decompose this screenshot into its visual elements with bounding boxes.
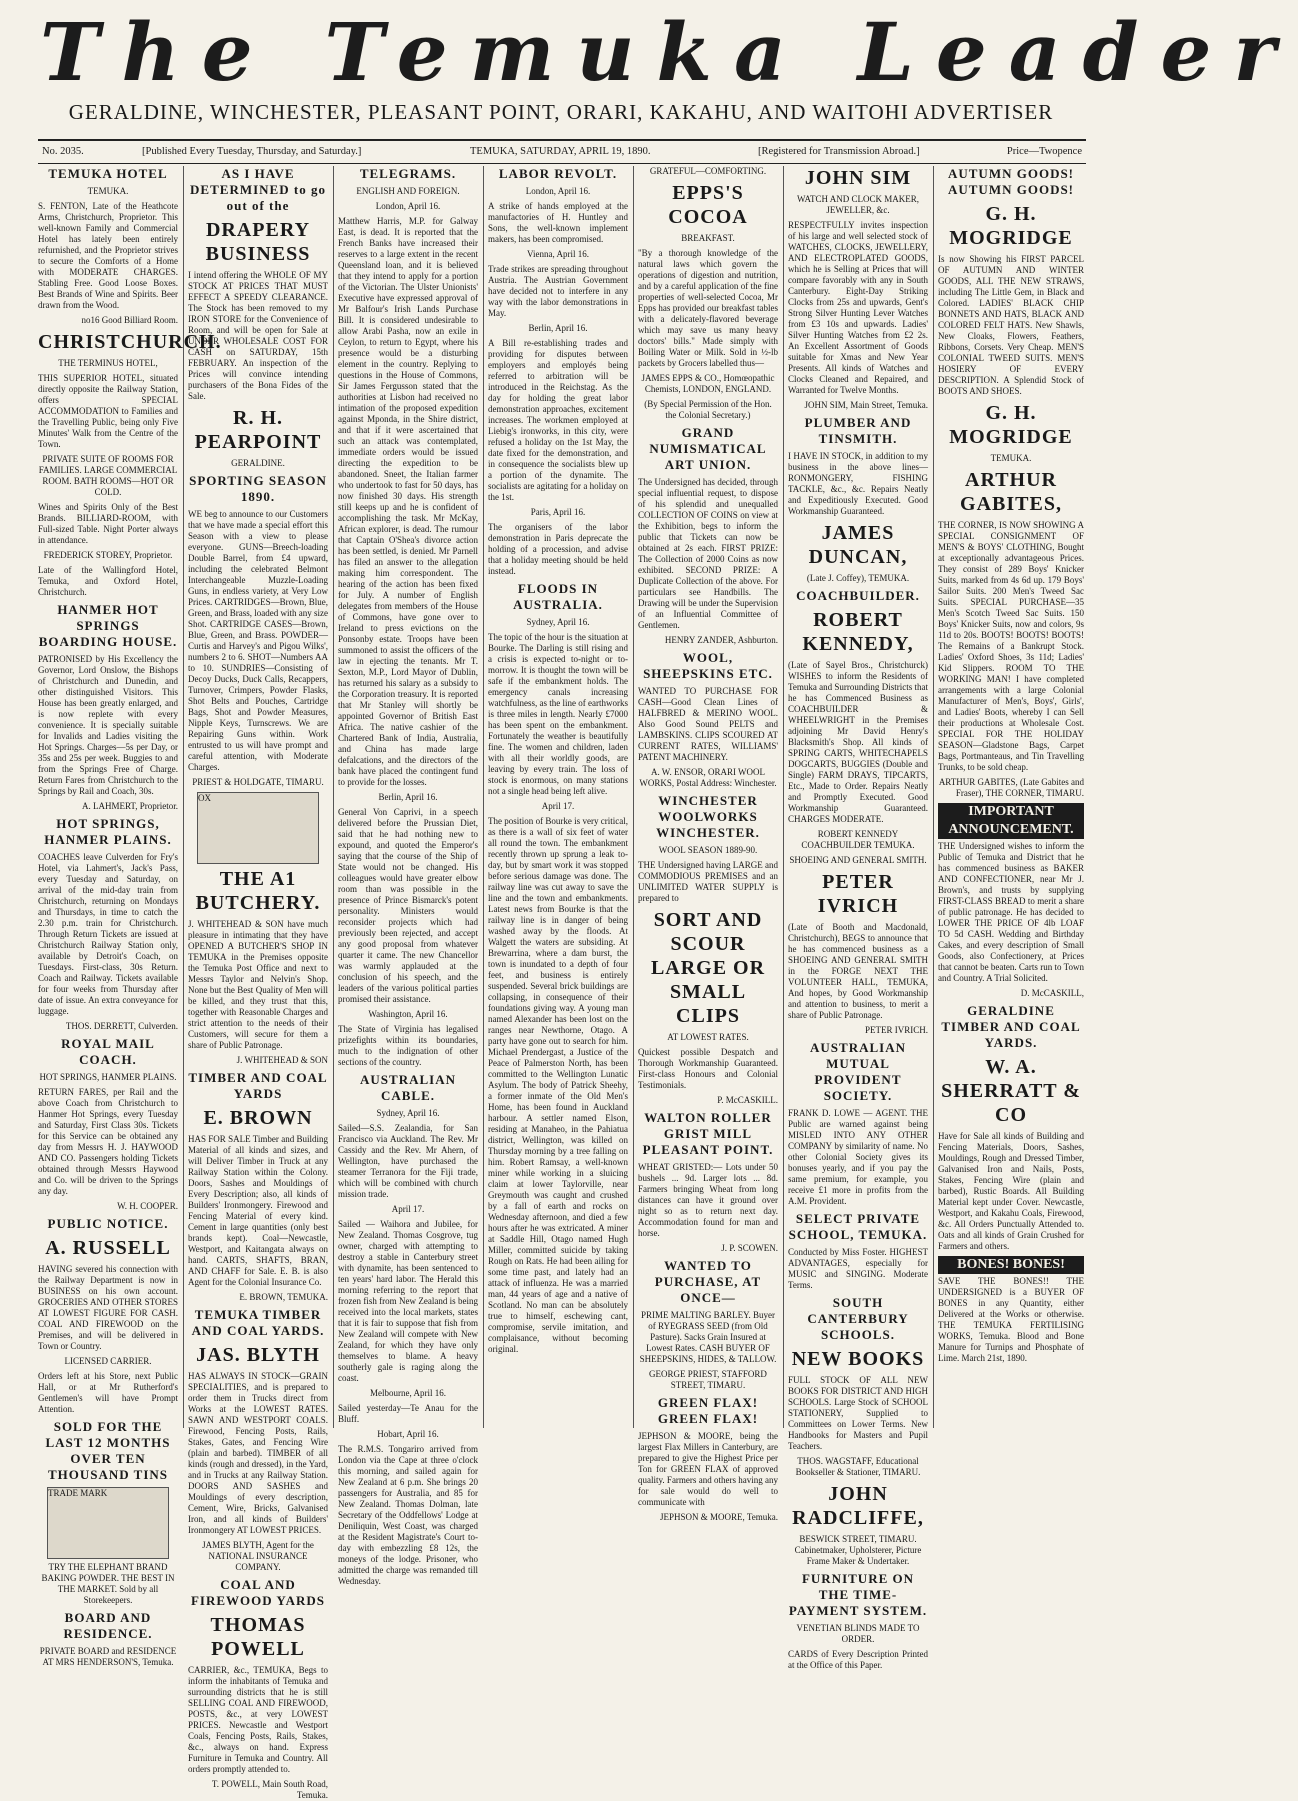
ad-heading: FLOODS IN AUSTRALIA.	[513, 581, 603, 612]
masthead-title: The Temuka Leader	[40, 5, 1298, 99]
ad-heading: SPORTING SEASON 1890.	[189, 473, 327, 504]
subheading: WATCH AND CLOCK MAKER, JEWELLER, &c.	[796, 194, 919, 215]
body-text: SAVE THE BONES!! THE UNDERSIGNED is a BUYER OF BONES in any Quantity, either Delivered at the Works or otherwise. THE TEMUKA FERTILISING WORKS, Temuka. Blood and Bone Manure for Turnips and Phosphate of Lime. March 21st, 1890.	[938, 1276, 1084, 1363]
ad-heading: HANMER HOT SPRINGS BOARDING HOUSE.	[38, 602, 178, 649]
body-text: JEPHSON & MOORE, being the largest Flax Millers in Canterbury, are prepared to give the Highest Price per Ton for GREEN FLAX of approved quality. Farmers and others having any for sale would do well to communicate with	[638, 1431, 778, 1507]
column-rule	[933, 166, 934, 1428]
display-heading: EPPS'S COCOA	[668, 182, 748, 228]
subheading: AT LOWEST RATES.	[667, 1032, 749, 1042]
ad-heading: GRAND NUMISMATICAL ART UNION.	[649, 425, 767, 472]
signature: JEPHSON & MOORE, Temuka.	[660, 1512, 778, 1522]
column-1	[38, 166, 222, 1667]
subheading: Melbourne, April 16.	[370, 1388, 446, 1398]
subheading: ROBERT KENNEDY COACHBUILDER TEMUKA.	[801, 829, 915, 850]
body-text: A strike of hands employed at the manufactories of H. Huntley and Sons, the well-known implement makers, has been compromised.	[488, 201, 628, 244]
body-text: The Undersigned has decided, through special influential request, to dispose of his splendid and unequalled COLLECTION OF COINS on view at the Exhibition, begs to inform the public that Tickets can now be obtained at 2s each. FIRST PRIZE: The Collection of 2000 Coins as now exhibited. SECOND PRIZE: A Duplicate Collection of the above. For particulars see Handbills. The Drawing will be under the Supervision of an Influential Committee of Gentlemen.	[638, 477, 778, 630]
display-heading: JAS. BLYTH	[196, 1344, 320, 1366]
display-heading: ARTHUR GABITES,	[960, 469, 1062, 515]
body-text: THIS SUPERIOR HOTEL, situated directly opposite the Railway Station, offers SPECIAL ACCOMMODATION to Families and the Travelling Public, being only Five Minutes' Walk from the Centre of the Town.	[38, 373, 178, 449]
signature: PETER IVRICH.	[865, 1025, 928, 1035]
ad-heading: WINCHESTER WOOLWORKS WINCHESTER.	[656, 793, 760, 840]
signature: D. McCASKILL,	[1020, 988, 1084, 998]
subheading: GEORGE PRIEST, STAFFORD STREET, TIMARU.	[649, 1369, 767, 1390]
body-text: Wines and Spirits Only of the Best Brands. BILLIARD-ROOM, with Full-sized Table. Night Porter always in attendance.	[38, 502, 178, 545]
column-7	[938, 166, 1084, 1428]
subheading: LICENSED CARRIER.	[64, 1356, 152, 1366]
subheading: ENGLISH AND FOREIGN.	[356, 186, 460, 196]
display-heading: THE A1 BUTCHERY.	[195, 868, 321, 914]
subheading: London, April 16.	[375, 201, 441, 211]
ad-heading: PLUMBER AND TINSMITH.	[804, 415, 912, 446]
body-text: CARDS of Every Description Printed at the Office of this Paper.	[788, 1649, 928, 1670]
subheading: Sydney, April 16.	[376, 1108, 440, 1118]
ad-heading: PUBLIC NOTICE.	[47, 1216, 169, 1231]
subheading: HOT SPRINGS, HANMER PLAINS.	[39, 1072, 177, 1082]
subheading: London, April 16.	[525, 186, 591, 196]
subheading: SHOEING AND GENERAL SMITH.	[789, 855, 927, 865]
ad-heading: WANTED TO PURCHASE, AT ONCE—	[654, 1258, 762, 1305]
subheading: April 17.	[391, 1204, 425, 1214]
subheading: TRY THE ELEPHANT BRAND BAKING POWDER. THE BEST IN THE MARKET. Sold by all Storekeepers.	[41, 1562, 175, 1605]
display-heading: DRAPERY BUSINESS	[205, 219, 311, 265]
ad-heading: SELECT PRIVATE SCHOOL, TEMUKA.	[788, 1211, 928, 1242]
ad-heading: GERALDINE TIMBER AND COAL YARDS.	[941, 1003, 1081, 1050]
ad-heading: WALTON ROLLER GRIST MILL PLEASANT POINT.	[642, 1110, 774, 1157]
display-heading: G. H. MOGRIDGE	[949, 402, 1073, 448]
registered-note: [Registered for Transmission Abroad.]	[758, 146, 920, 157]
column-3	[338, 166, 478, 1586]
subheading: PRIEST & HOLDGATE, TIMARU.	[192, 777, 324, 787]
body-text: WHEAT GRISTED:— Lots under 50 bushels ... 9d. Larger lots ... 8d. Farmers bringing Wheat from long distances can have it ground over night so as to return next day. Accommodation found for man and horse.	[638, 1162, 778, 1238]
ad-heading: ROYAL MAIL COACH.	[61, 1036, 155, 1067]
subheading: Berlin, April 16.	[528, 323, 588, 333]
display-heading: CHRISTCHURCH.	[38, 331, 222, 353]
display-heading: R. H. PEARPOINT	[194, 407, 322, 453]
subheading: JAMES EPPS & CO., Homœopathic Chemists, LONDON, ENGLAND.	[641, 373, 775, 394]
ad-heading: TEMUKA HOTEL	[48, 166, 168, 181]
column-rule	[483, 166, 484, 1428]
subheading: Paris, April 16.	[530, 507, 586, 517]
body-text: Late of the Wallingford Hotel, Temuka, and Oxford Hotel, Christchurch.	[38, 565, 178, 597]
price: Price—Twopence	[1006, 146, 1082, 157]
inverse-banner: IMPORTANT ANNOUNCEMENT.	[938, 803, 1084, 839]
subheading: PRIVATE BOARD and RESIDENCE AT MRS HENDERSON'S, Temuka.	[39, 1646, 177, 1667]
display-heading: JOHN RADCLIFFE,	[792, 1483, 924, 1529]
body-text: WE beg to announce to our Customers that we have made a special effort this Season with a view to please everyone. GUNS—Breech-loading Double Barrel, from £4 upward, including the celebrated Belmont Interchangeable Muzzle-Loading Guns, in endless variety, at Very Low Prices. CARTRIDGES—Brown, Blue, Green, and Brass, loaded with any size Shot. CARTRIDGE CASES—Brown, Blue, Green, and Brass. POWDER—Curtis and Harvey's and Pigou Wilks', numbers 2 to 6. SHOT—Numbers AA to 10. SUNDRIES—Consisting of Decoy Ducks, Duck Calls, Recappers, Turnover, Crimpers, Powder Flasks, Shot Belts and Pouches, Cartridge Bags, Shot and Powder Measures, Nipple Keys, Turnscrews. We are Repairing Guns within. Work entrusted to us will have prompt and careful attention, with Moderate Charges.	[188, 509, 328, 772]
display-heading: E. BROWN	[203, 1107, 313, 1129]
body-text: THE Undersigned wishes to inform the Public of Temuka and District that he has commenced business as BAKER AND CONFECTIONER, near Mr J. Brown's, and trusts by supplying FIRST-CLASS BREAD to merit a share of public patronage. He has decided to LOWER THE PRICE OF 4lb LOAF TO 5d CASH. Wedding and Birthday Cakes, and every description of Small Goods, also Confectionery, at Prices that cannot be beaten. Carts run to Town and Country. A Trial Solicited.	[938, 841, 1084, 983]
subheading: (Late J. Coffey), TEMUKA.	[806, 573, 910, 583]
body-text: Sailed — Waihora and Jubilee, for New Zealand. Thomas Cosgrove, tug owner, charged with attempting to destroy a stable in Canterbury street with dynamite, has been sentenced to ten years' hard labor. The Herald this morning referring to the report that frozen fish from New Zealand is being received into the local markets, states that it is fair to suppose that fish from New Zealand will compete with New Zealand, for which they have only themselves to blame. A heavy southerly gale is raging along the coast.	[338, 1219, 478, 1383]
column-6	[788, 166, 928, 1670]
body-text: I intend offering the WHOLE OF MY STOCK AT PRICES THAT MUST EFFECT A SPEEDY CLEARANCE. The Stock has been removed to my IRON STORE for the Convenience of Room, and will be open for Sale at UNDER WHOLESALE COST FOR CASH on SATURDAY, 15th FEBRUARY. An inspection of the Prices will convince intending purchasers of the Bona Fides of the Sale.	[188, 270, 328, 401]
subheading: THOS. WAGSTAFF, Educational Bookseller & Stationer, TIMARU.	[795, 1456, 921, 1477]
issue-line	[38, 139, 1086, 164]
display-heading: A. RUSSELL	[45, 1237, 171, 1259]
ad-heading: TIMBER AND COAL YARDS	[188, 1070, 328, 1101]
ad-heading: AS I HAVE DETERMINED to go out of the	[190, 166, 326, 213]
body-text: Is now Showing his FIRST PARCEL OF AUTUMN AND WINTER GOODS, ALL THE NEW STRAWS, including The Little Gem, in Black and Colored. LADIES' BLACK CHIP BONNETS AND HATS, BLACK AND COLORED FELT HATS. New Shawls, New Cloaks, Flowers, Feathers, Ribbons, Corsets. Very Cheap. MEN'S COLONIAL TWEED SUITS. MEN'S HOSIERY OF EVERY DESCRIPTION. A Splendid Stock of BOOTS AND SHOES.	[938, 254, 1084, 396]
body-text: The State of Virginia has legalised prizefights within its boundaries, much to the indignation of other sections of the country.	[338, 1024, 478, 1067]
body-text: FRANK D. LOWE — AGENT. THE Public are warned against being MISLED INTO ANY OTHER COMPANY by similarity of name. No other Colonial Society gives its bonuses yearly, and if you pay the same premium, for example, you receive £1 more in profits from the A.M. Provident.	[788, 1108, 928, 1206]
body-text: Trade strikes are spreading throughout Austria. The Austrian Government have decided not to interfere in any way with the labor demonstrations in May.	[488, 264, 628, 318]
subheading: Washington, April 16.	[368, 1009, 448, 1019]
ad-heading: COACHBUILDER.	[796, 588, 920, 603]
display-heading: W. A. SHERRATT & CO	[941, 1056, 1081, 1126]
subheading: Sydney, April 16.	[526, 617, 590, 627]
display-heading: ROBERT KENNEDY,	[802, 609, 914, 655]
body-text: S. FENTON, Late of the Heathcote Arms, Christchurch, Proprietor. This well-known Family and Commercial Hotel has lately been entirely refurnished, and the Proprietor strives to secure the Comforts of a Home with MODERATE CHARGES. Stabling Free. Good Loose Boxes. Best Brands of Wine and Spirits. Beer drawn from the Wood.	[38, 201, 178, 310]
signature: T. POWELL, Main South Road, Temuka.	[211, 1779, 328, 1800]
body-text: HAVING severed his connection with the Railway Department is now in BUSINESS on his own account. GROCERIES AND OTHER STORES AT LOWEST FIGURE FOR CASH. COAL AND FIREWOOD on the Premises, and will be delivered in Town or Country.	[38, 1264, 178, 1351]
subheading: VENETIAN BLINDS MADE TO ORDER.	[796, 1623, 920, 1644]
body-text: Conducted by Miss Foster. HIGHEST ADVANTAGES, especially for MUSIC and SINGING. Moderate Terms.	[788, 1247, 928, 1290]
body-text: RESPECTFULLY invites inspection of his large and well selected stock of WATCHES, CLOCKS, JEWELLERY, AND ELECTROPLATED GOODS, which he is Selling at Prices that will compare favorably with any in South Canterbury. Eight-Day Striking Clocks from 25s and upwards, Gent's Strong Silver Hunting Lever Watches from £3 10s and upwards. Ladies' Silver Hunting Watches from £2 2s. An Excellent Assortment of Goods suitable for Xmas and New Year Presents. All kinds of Watches and Clocks Cleaned and Repaired, and Warranted for Twelve Months.	[788, 220, 928, 395]
signature: THOS. DERRETT, Culverden.	[65, 1021, 178, 1031]
subheading: BREAKFAST.	[681, 233, 735, 243]
signature: no16 Good Billiard Room.	[81, 315, 178, 325]
signature: HENRY ZANDER, Ashburton.	[664, 635, 778, 645]
subheading: THE TERMINUS HOTEL,	[58, 358, 158, 368]
body-text: FULL STOCK OF ALL NEW BOOKS FOR DISTRICT AND HIGH SCHOOLS. Large Stock of SCHOOL STATIONERY, Supplied to Committees on Lower Terms. New Handbooks for Masters and Pupil Teachers.	[788, 1375, 928, 1451]
ad-heading: AUTUMN GOODS! AUTUMN GOODS!	[947, 166, 1075, 197]
signature: E. BROWN, TEMUKA.	[239, 1292, 328, 1302]
body-text: COACHES leave Culverden for Fry's Hotel, via Lahmert's, Jack's Pass, every Tuesday and Saturday, on arrival of the mid-day train from Christchurch, returning on Mondays and Thursdays, in time to catch the 2.30 p.m. train for Christchurch. Through Return Tickets are issued at Christchurch Railway Station only, available by Detroit's Coach, on Tuesdays. First-class, 30s Return. Coach and Railway. Tickets available for four weeks from Thursday after date of issue. An extra conveyance for luggage.	[38, 852, 178, 1016]
ad-heading: BOARD AND RESIDENCE.	[63, 1610, 153, 1641]
subheading: GERALDINE.	[231, 458, 285, 468]
signature: W. H. COOPER.	[117, 1201, 178, 1211]
body-text: Have for Sale all kinds of Building and Fencing Materials, Doors, Sashes, Mouldings, Rough and Dressed Timber, Galvanised Iron and Nails, Posts, Stakes, Fencing Wire (plain and barbed), Rustic Boards. All Building Material kept under Cover. Newcastle, Westport, and Kakahu Coals, Firewood, &c. All Orders Punctually Attended to. Oats and all kinds of Grain Crushed for Farmers and others.	[938, 1131, 1084, 1251]
body-text: (Late of Booth and Macdonald, Christchurch), BEGS to announce that he has commenced business as a SHOEING AND GENERAL SMITH in the FORGE NEXT THE VOLUNTEER HALL, TEMUKA, And hopes, by Good Workmanship and attention to business, to merit a share of Public Patronage.	[788, 922, 928, 1020]
body-text: Quickest possible Despatch and Thorough Workmanship Guaranteed. First-class Honours and Colonial Testimonials.	[638, 1047, 778, 1090]
subheading: Berlin, April 16.	[378, 792, 438, 802]
display-heading: JAMES DUNCAN,	[808, 522, 908, 568]
subheading: (By Special Permission of the Hon. the Colonial Secretary.)	[644, 399, 772, 420]
body-text: A Bill re-establishing trades and providing for disputes between employers and employés being referred to arbitration will be introduced in the Reichstag. As the day for holding the great labor demonstration approaches, excitement increases. The workmen employed at Liebig's ironworks, in this city, were refused a holiday on the 1st May, the date fixed for the demonstration, and in consequence the socialists blew up a portion of the dynamite. The socialists are agitating for a holiday on the 1st.	[488, 338, 628, 502]
signature: J. WHITEHEAD & SON	[236, 1055, 328, 1065]
body-text: The organisers of the labor demonstration in Paris deprecate the holding of a procession, and advise that a holiday meeting should be held instead.	[488, 522, 628, 576]
inverse-banner: BONES! BONES!	[938, 1256, 1084, 1274]
body-text: HAS FOR SALE Timber and Building Material of all kinds and sizes, and will Deliver Timber in Truck at any Railway Station within the Colony. Doors, Sashes and Mouldings of Every Description; also, all kinds of Builders' Ironmongery. Firewood and Fencing Material of every kind. Cement in large quantities (only best brands kept). Coal—Newcastle, Westport, and Kaitangata always on hand. CARTS, SHAFTS, BRAN, AND CHAFF for Sale. E. B. is also Agent for the Colonial Insurance Co.	[188, 1134, 328, 1287]
body-text: CARRIER, &c., TEMUKA, Begs to inform the inhabitants of Temuka and surrounding districts that he is still SELLING COAL AND FIREWOOD, POSTS, &c., at very LOWEST PRICES. Newcastle and Westport Coals, Fencing Posts, Rails, Stakes, &c., always on hand. Express Furniture in Temuka and Country. All orders promptly attended to.	[188, 1665, 328, 1774]
dateline: TEMUKA, SATURDAY, APRIL 19, 1890.	[470, 146, 651, 157]
masthead-subtitle: GERALDINE, WINCHESTER, PLEASANT POINT, ORARI, KAKAHU, AND WAITOHI ADVERTISER	[68, 100, 1054, 124]
subheading: TEMUKA.	[990, 453, 1032, 463]
subheading: Hobart, April 16.	[377, 1429, 439, 1439]
column-2	[188, 166, 328, 1800]
column-rule	[333, 166, 334, 1428]
body-text: The R.M.S. Tongariro arrived from London via the Cape at three o'clock this morning, and sailed again for New Zealand at 6 p.m. She brings 20 passengers for Australia, and 85 for New Zealand. Thomas Dolman, late Secretary of the Oddfellows' Lodge at Deniliquin, West Coast, was charged at the Resident Magistrate's Court to-day with embezzling £8 12s, the moneys of the lodge. Prisoner, who admitted the charge was remanded till Wednesday.	[338, 1444, 478, 1586]
display-heading: G. H. MOGRIDGE	[949, 203, 1073, 249]
illustration: OX	[197, 792, 319, 864]
subheading: PRIVATE SUITE OF ROOMS FOR FAMILIES. LARGE COMMERCIAL ROOM. BATH ROOMS—HOT OR COLD.	[38, 454, 178, 497]
signature: A. LAHMERT, Proprietor.	[81, 801, 178, 811]
body-text: Sailed—S.S. Zealandia, for San Francisco via Auckland. The Rev. Mr Cassidy and the Rev. Mr Ahern, of Wellington, have purchased the steamer Terranora for the Fiji trade, which will be combined with church mission trade.	[338, 1123, 478, 1199]
display-heading: SORT AND SCOUR LARGE OR SMALL CLIPS	[650, 909, 766, 1027]
body-text: WANTED TO PURCHASE FOR CASH—Good Clean Lines of HALFBRED & MERINO WOOL. Also Good Sound PELTS and LAMBSKINS. CLIPS SCOURED AT CURRENT RATES, WILLIAMS' PATENT MACHINERY.	[638, 686, 778, 762]
body-text: The position of Bourke is very critical, as there is a wall of six feet of water all round the town. The embankment recently thrown up sprung a leak to-day, but by smart work it was stopped before serious damage was done. The railway line was cut away to save the line and the town and embankments. Latest news from Bourke is that the railway line is in danger of being washed away by the floods. At Walgett the waters are subsiding. At Brewarrina, where a dam burst, the town is inundated to a depth of four feet, and business is entirely suspended. Several brick buildings are collapsing, in consequence of their foundations giving way. A young man named Alexander has been lost on the ranges near Newthorne, Otago. A party have gone out to search for him. Michael Prendergast, a Justice of the Peace of Palmerston North, has been committed to the Wellington Lunatic Asylum. The body of Patrick Sheehy, a former inmate of the Old Men's Home, has been found in Auckland harbour. A settler named Elson, residing at Manaheo, in the Pahiatua district, Wellington, was killed on Thursday morning by a tree falling on him. Robert Ramsay, a well-known miner while working in a sluicing claim at lower Taylorville, near Greymouth was caught and crushed by a fall of earth and rocks on Wednesday afternoon, and died a few hours after he was extricated. A miner at Saddle Hill, Otago named Hugh Miller, committed suicide by taking Rough on Rats. He had been ailing for some time past, and lately had an attack of influenza. He was a married man, 44 years of age and a native of Scotland. No man can be absolutely true to himself, eschewing cant, compromise, servile imitation, and complaisance, without becoming original.	[488, 816, 628, 1354]
publish-schedule: [Published Every Tuesday, Thursday, and Saturday.]	[142, 146, 362, 157]
subheading: PRIME MALTING BARLEY. Buyer of RYEGRASS SEED (from Old Pasture). Sacks Grain Insured at Lowest Rates. CASH BUYER OF SHEEPSKINS, HIDES, & TALLOW.	[639, 1310, 777, 1364]
body-text: The topic of the hour is the situation at Bourke. The Darling is still rising and a crisis is expected to-night or to-morrow. It is thought the town will be safe if the embankment holds. The emergency canals increasing watchfulness, as the line of earthworks is three miles in length. Nearly £7000 has been spent on the embankment. Fortunately the weather is beautifully fine. The women and children, laden with all their worldly goods, are leaving by every train. The loss of stock is enormous, on many stations not a single head being left alive.	[488, 632, 628, 796]
signature: JOHN SIM, Main Street, Temuka.	[804, 400, 928, 410]
ad-heading: LABOR REVOLT.	[498, 166, 618, 181]
column-rule	[783, 166, 784, 1428]
display-heading: NEW BOOKS	[791, 1348, 925, 1370]
body-text: Sailed yesterday—Te Anau for the Bluff.	[338, 1403, 478, 1424]
body-text: General Von Caprivi, in a speech delivered before the Prussian Diet, said that he had nothing new to expound, and quoted the Emperor's saying that the course of the Ship of State would not be changed. His colleagues would have greater elbow room than was possible in the presence of Prince Bismarck's potent personality. Ministers would reconsider projects which had previously been rejected, and accept any good proposal from whatever quarter it came. The new Chancellor was warmly applauded at the conclusion of his speech, and the leaders of the various political parties promised their assistance.	[338, 807, 478, 1004]
subheading: GRATEFUL—COMFORTING.	[649, 166, 767, 176]
ad-heading: FURNITURE ON THE TIME-PAYMENT SYSTEM.	[788, 1571, 928, 1618]
body-text: PATRONISED by His Excellency the Governor, Lord Onslow, the Bishops of Christchurch and Dunedin, and other distinguished Visitors. This House has been greatly enlarged, and is now replete with every convenience. It is specially suitable for Invalids and Ladies visiting the Hot Springs. Charges—5s per Day, or 35s and 25s per week. Buggies to and from the Springs Free of Charge. Return Fares from Christchurch to the Springs by Rail and Coach, 30s.	[38, 654, 178, 796]
body-text: Orders left at his Store, next Public Hall, or at Mr Rutherford's Gentlemen's will have Prompt Attention.	[38, 1371, 178, 1414]
display-heading: JOHN SIM	[804, 167, 912, 189]
ad-heading: COAL AND FIREWOOD YARDS	[190, 1577, 326, 1608]
signature: J. P. SCOWEN.	[721, 1243, 778, 1253]
body-text: (Late of Sayel Bros., Christchurck) WISHES to inform the Residents of Temuka and Surrounding Districts that he has Commenced Business as COACHBUILDER & WHEELWRIGHT in the Premises adjoining Mr David Henry's Blacksmith's Shop. All kinds of SPRING CARTS, WHITECHAPELS DOGCARTS, BUGGIES (Double and Single) FARM DRAYS, TIPCARTS, Etc., Made to Order. Repairs Neatly and Promptly Executed. Good Workmanship Guaranteed. CHARGES MODERATE.	[788, 660, 928, 824]
subheading: A. W. ENSOR, ORARI WOOL WORKS, Postal Address: Winchester.	[639, 767, 777, 788]
ad-heading: AUSTRALIAN CABLE.	[360, 1072, 456, 1103]
column-5	[638, 166, 778, 1522]
signature: P. McCASKILL.	[717, 1095, 778, 1105]
body-text: "By a thorough knowledge of the natural laws which govern the operations of digestion and nutrition, and by a careful application of the fine properties of well-selected Cocoa, Mr Epps has provided our breakfast tables with a delicately-flavored beverage which may save us many heavy doctors' bills." Made simply with Boiling Water or Milk. Sold in ½-lb packets by Grocers labelled thus—	[638, 248, 778, 368]
illustration: TRADE MARK	[47, 1487, 169, 1559]
subheading: BESWICK STREET, TIMARU. Cabinetmaker, Upholsterer, Picture Frame Maker & Undertaker.	[794, 1534, 922, 1566]
ad-heading: GREEN FLAX! GREEN FLAX!	[657, 1395, 759, 1426]
display-heading: PETER IVRICH	[817, 871, 899, 917]
subheading: April 17.	[541, 801, 575, 811]
body-text: THE Undersigned having LARGE and COMMODIOUS PREMISES and an UNLIMITED WATER SUPPLY is prepared to	[638, 860, 778, 903]
column-rule	[633, 166, 634, 1428]
column-rule	[183, 166, 184, 1428]
ad-heading: AUSTRALIAN MUTUAL PROVIDENT SOCIETY.	[810, 1040, 906, 1103]
signature: ARTHUR GABITES, (Late Gabites and Fraser), THE CORNER, TIMARU.	[938, 777, 1084, 798]
column-4	[488, 166, 628, 1428]
body-text: J. WHITEHEAD & SON have much pleasure in intimating that they have OPENED A BUTCHER'S SHOP IN TEMUKA in the Premises opposite the Temuka Post Office and next to Messrs Taylor and Nelvin's Shop. None but the Best Quality of Men will be killed, and they trust that this, together with Reasonable Charges and strict attention to the needs of their Customers, will secure for them a share of Public Patronage.	[188, 919, 328, 1050]
issue-number: No. 2035.	[42, 146, 84, 157]
subheading: JAMES BLYTH, Agent for the NATIONAL INSURANCE COMPANY.	[202, 1540, 314, 1572]
ad-heading: WOOL, SHEEPSKINS ETC.	[643, 650, 773, 681]
subheading: TEMUKA.	[87, 186, 129, 196]
subheading: FREDERICK STOREY, Proprietor.	[43, 550, 173, 560]
subheading: WOOL SEASON 1889-90.	[658, 845, 758, 855]
subheading: Vienna, April 16.	[527, 249, 589, 259]
ad-heading: SOLD FOR THE LAST 12 MONTHS OVER TEN THOUSAND TINS	[45, 1419, 171, 1482]
body-text: RETURN FARES, per Rail and the above Coach from Christchurch to Hanmer Hot Springs, every Tuesday and Saturday, First Class 30s. Tickets for this Service can be obtained any day from Messrs H. J. HAYWOOD AND CO. Passengers holding Tickets obtained through Messrs Haywood and Co. will be driven to the Springs any day.	[38, 1087, 178, 1196]
ad-heading: SOUTH CANTERBURY SCHOOLS.	[807, 1295, 909, 1342]
ad-heading: TEMUKA TIMBER AND COAL YARDS.	[191, 1307, 325, 1338]
body-text: Matthew Harris, M.P. for Galway East, is dead. It is reported that the French Banks have increased their reserves to a large extent in the recent Queensland loan, and it is believed that they intend to apply for a portion of the Victorian. The Ulster Unionists' Executive have expressed approval of Mr Balfour's Irish Lands Purchase Bill. It is considered undesirable to allow Arabi Pasha, now an exile in Ceylon, to return to Egypt, where his presence would be a disturbing element in the country. Replying to questions in the House of Commons, Sir James Fergusson stated that the authorities at Lisbon had received no intimation of the proposed expedition against Mponda, in the Shire district, and that if it were ascertained that such an attack was contemplated, immediate orders would be issued directing the expedition to be abandoned. Sneet, the Italian farmer who undertook to fast for 50 days, has now finished 30 days. His strength still keeps up and he is confident of accomplishing the task. Mr McKay, African explorer, is dead. The rumour that Captain O'Shea's divorce action has been settled, is denied. Mr Parnell has filed an answer to the allegation making him correspondent. The hearing of the action has been fixed for July. A number of English delegates from members of the House of Commons, have gone over to Ireland to press evictions on the Ponsonby estate. Troops have been summoned to assist the officers of the law in ejecting the tenants. Mr T. Sexton, M.P., Lord Mayor of Dublin, has returned his salary as a subsidy to the Corporation treasury. It is reported that Mr Stanley will shortly be appointed Governor of British East Africa. The native cashier of the Chartered Bank of India, Australia, and China has made large defalcations, and the directors of the bank have placed the contingent fund to provide for the losses.	[338, 216, 478, 787]
display-heading: THOMAS POWELL	[210, 1614, 306, 1660]
body-text: HAS ALWAYS IN STOCK—GRAIN SPECIALITIES, and is prepared to order them in Trucks direct from Works at the LOWEST RATES. SAWN AND WESTPORT COALS. Firewood, Fencing Posts, Rails, Stakes, Gates, and Fencing Wire (plain and barbed). TIMBER of all kinds (rough and dressed), in the Yard, and in Trucks at any Railway Station. DOORS AND SASHES and Mouldings of every description, Cement, Wire, Bricks, Galvanised Iron, and all kinds of Builders' Ironmongery AT LOWEST PRICES.	[188, 1371, 328, 1535]
body-text: THE CORNER, IS NOW SHOWING A SPECIAL CONSIGNMENT OF MEN'S & BOYS' CLOTHING, Bought at exceptionally advantageous Prices. They consist of 289 Boys' Knicker Suits, marked from 4s 6d up. 179 Boys' Sailor Suits. 200 Men's Tweed Sac Suits. SPECIAL PURCHASE—35 Men's Scotch Tweed Sac Suits. 150 Boys' Knicker Suits, now and colors, 9s 11d to 20s. BOOTS! BOOTS! BOOTS! The Remains of a Bankrupt Stock. Ladies' Oxford Shoes, 3s 11d; Ladies' Kid Slippers. ROOM TO THE WORKING MAN! I have completed arrangements with a large Colonial Manufacturer of Men's, Boys', Girls', and Ladies' Boots, whereby I can Sell their productions at Wholesale Cost. SPECIAL FOR THE HOLIDAY SEASON—Gladstone Bags, Carpet Bags, Portmanteaus, and Tin Travelling Trunks, to be sold cheap.	[938, 520, 1084, 772]
body-text: I HAVE IN STOCK, in addition to my business in the above lines—RONMONGERY, FISHING TACKLE, &c., &c. Repairs Neatly and Expeditiously Executed. Good Workmanship Guaranteed.	[788, 451, 928, 516]
ad-heading: HOT SPRINGS, HANMER PLAINS.	[44, 816, 172, 847]
ad-heading: TELEGRAMS.	[359, 166, 457, 181]
